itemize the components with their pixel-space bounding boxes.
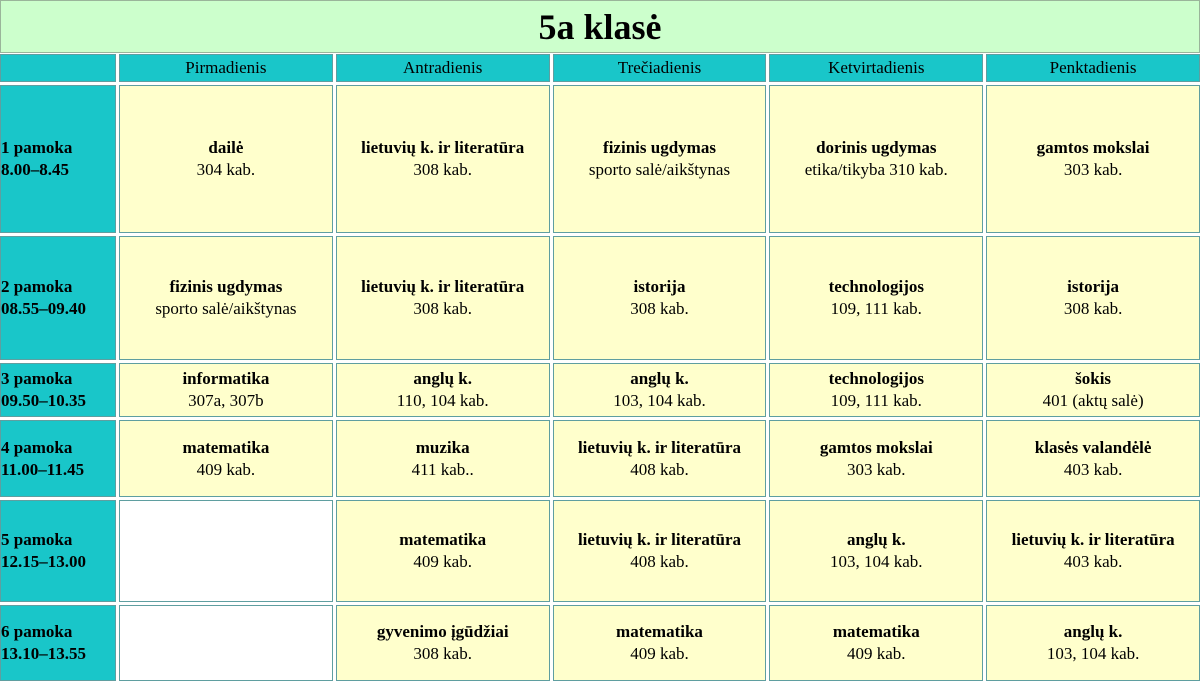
period-label: 1 pamoka <box>1 138 73 157</box>
lesson-subject: technologijos <box>828 369 924 388</box>
lesson-cell <box>336 500 550 602</box>
corner-cell <box>0 54 116 82</box>
lesson-subject: dorinis ugdymas <box>816 138 937 157</box>
lesson-cell <box>119 236 333 360</box>
period-cell <box>0 500 116 602</box>
period-cell <box>0 85 116 233</box>
lesson-room: 409 kab. <box>196 459 256 479</box>
lesson-cell <box>119 85 333 233</box>
lesson-subject: fizinis ugdymas <box>603 138 716 157</box>
lesson-cell <box>336 420 550 497</box>
lesson-room: 307a, 307b <box>188 391 264 410</box>
lesson-subject: šokis <box>1075 369 1112 388</box>
lesson-cell <box>553 420 767 497</box>
lesson-subject: technologijos <box>828 277 924 296</box>
lesson-cell <box>119 420 333 497</box>
period-cell <box>0 236 116 360</box>
period-time: 09.50–10.35 <box>1 391 86 410</box>
period-row <box>0 236 1200 360</box>
period-label: 3 pamoka <box>1 369 73 388</box>
lesson-room: 308 kab. <box>413 160 472 179</box>
lesson-subject: gamtos mokslai <box>819 437 933 457</box>
lesson-subject: matematika <box>399 530 487 549</box>
day-header-thursday: Ketvirtadienis <box>769 54 983 82</box>
period-cell <box>0 363 116 417</box>
period-time: 13.10–13.55 <box>1 644 86 663</box>
lesson-room: 408 kab. <box>630 459 689 479</box>
lesson-room: 411 kab.. <box>411 459 474 479</box>
period-time: 08.55–09.40 <box>1 299 86 318</box>
lesson-cell <box>553 85 767 233</box>
lesson-room: 303 kab. <box>1063 160 1123 179</box>
lesson-cell <box>769 236 983 360</box>
header-row <box>0 54 1200 82</box>
lesson-cell <box>769 85 983 233</box>
period-time: 12.15–13.00 <box>1 552 86 571</box>
lesson-cell <box>553 363 767 417</box>
lesson-room: 409 kab. <box>630 644 689 663</box>
period-label: 4 pamoka <box>1 437 73 457</box>
period-row <box>0 605 1200 681</box>
lesson-subject: anglų k. <box>846 530 906 549</box>
lesson-room: 103, 104 kab. <box>1046 644 1140 663</box>
lesson-cell <box>986 236 1200 360</box>
period-cell <box>0 420 116 497</box>
period-row <box>0 363 1200 417</box>
period-row <box>0 420 1200 497</box>
lesson-room: sporto salė/aikštynas <box>588 160 731 179</box>
lesson-cell <box>553 236 767 360</box>
lesson-room: 303 kab. <box>847 459 906 479</box>
lesson-room: 308 kab. <box>413 299 472 318</box>
page-title: 5a klasė <box>0 0 1200 53</box>
period-cell <box>0 605 116 681</box>
lesson-room: 109, 111 kab. <box>830 391 922 410</box>
lesson-cell <box>336 605 550 681</box>
lesson-room: 103, 104 kab. <box>830 552 923 571</box>
day-header-wednesday: Trečiadienis <box>553 54 767 82</box>
lesson-subject: lietuvių k. ir literatūra <box>1011 530 1175 549</box>
period-row <box>0 500 1200 602</box>
lesson-subject: gyvenimo įgūdžiai <box>376 622 509 641</box>
period-time: 11.00–11.45 <box>1 459 85 479</box>
lesson-room: 304 kab. <box>196 160 256 179</box>
period-label: 5 pamoka <box>1 530 73 549</box>
period-row <box>0 85 1200 233</box>
lesson-subject: muzika <box>415 437 470 457</box>
lesson-subject: klasės valandėlė <box>1034 437 1152 457</box>
lesson-room: 401 (aktų salė) <box>1042 391 1144 410</box>
day-header-monday: Pirmadienis <box>119 54 333 82</box>
lesson-subject: lietuvių k. ir literatūra <box>577 437 742 457</box>
lesson-room: 308 kab. <box>630 299 689 318</box>
lesson-subject: fizinis ugdymas <box>169 277 283 296</box>
lesson-cell <box>986 420 1200 497</box>
period-label: 2 pamoka <box>1 277 73 296</box>
lesson-room: 403 kab. <box>1063 552 1123 571</box>
lesson-cell <box>986 363 1200 417</box>
lesson-cell <box>769 420 983 497</box>
lesson-cell <box>769 500 983 602</box>
day-header-tuesday: Antradienis <box>336 54 550 82</box>
lesson-room: 409 kab. <box>847 644 906 663</box>
lesson-room: 409 kab. <box>413 552 472 571</box>
lesson-cell <box>769 363 983 417</box>
lesson-room: sporto salė/aikštynas <box>155 299 297 318</box>
lesson-subject: anglų k. <box>630 369 689 388</box>
lesson-room: 308 kab. <box>413 644 472 663</box>
lesson-subject: lietuvių k. ir literatūra <box>361 277 525 296</box>
timetable <box>0 51 1200 684</box>
lesson-subject: anglų k. <box>413 369 472 388</box>
period-time: 8.00–8.45 <box>1 160 69 179</box>
lesson-subject: matematika <box>616 622 703 641</box>
lesson-cell <box>336 236 550 360</box>
empty-lesson-cell <box>119 500 333 602</box>
lesson-subject: dailė <box>208 138 244 157</box>
lesson-cell <box>336 363 550 417</box>
empty-lesson-cell <box>119 605 333 681</box>
lesson-subject: informatika <box>182 369 270 388</box>
lesson-subject: anglų k. <box>1063 622 1123 641</box>
lesson-room: 110, 104 kab. <box>396 391 489 410</box>
lesson-cell <box>986 605 1200 681</box>
lesson-cell <box>336 85 550 233</box>
lesson-cell <box>553 605 767 681</box>
lesson-room: 109, 111 kab. <box>830 299 922 318</box>
lesson-room: 308 kab. <box>1063 299 1123 318</box>
lesson-subject: matematika <box>182 437 270 457</box>
lesson-subject: lietuvių k. ir literatūra <box>361 138 525 157</box>
lesson-cell <box>986 500 1200 602</box>
lesson-subject: istorija <box>1067 277 1120 296</box>
day-header-friday: Penktadienis <box>986 54 1200 82</box>
lesson-subject: gamtos mokslai <box>1036 138 1150 157</box>
period-label: 6 pamoka <box>1 622 73 641</box>
lesson-cell <box>769 605 983 681</box>
lesson-cell <box>986 85 1200 233</box>
lesson-room: 103, 104 kab. <box>613 391 706 410</box>
lesson-room: 403 kab. <box>1063 459 1123 479</box>
lesson-cell <box>553 500 767 602</box>
lesson-cell <box>119 363 333 417</box>
lesson-subject: lietuvių k. ir literatūra <box>577 530 742 549</box>
lesson-room: 408 kab. <box>630 552 689 571</box>
lesson-room: etika/tikyba 310 kab. <box>804 160 948 179</box>
lesson-subject: matematika <box>832 622 920 641</box>
lesson-subject: istorija <box>633 277 686 296</box>
